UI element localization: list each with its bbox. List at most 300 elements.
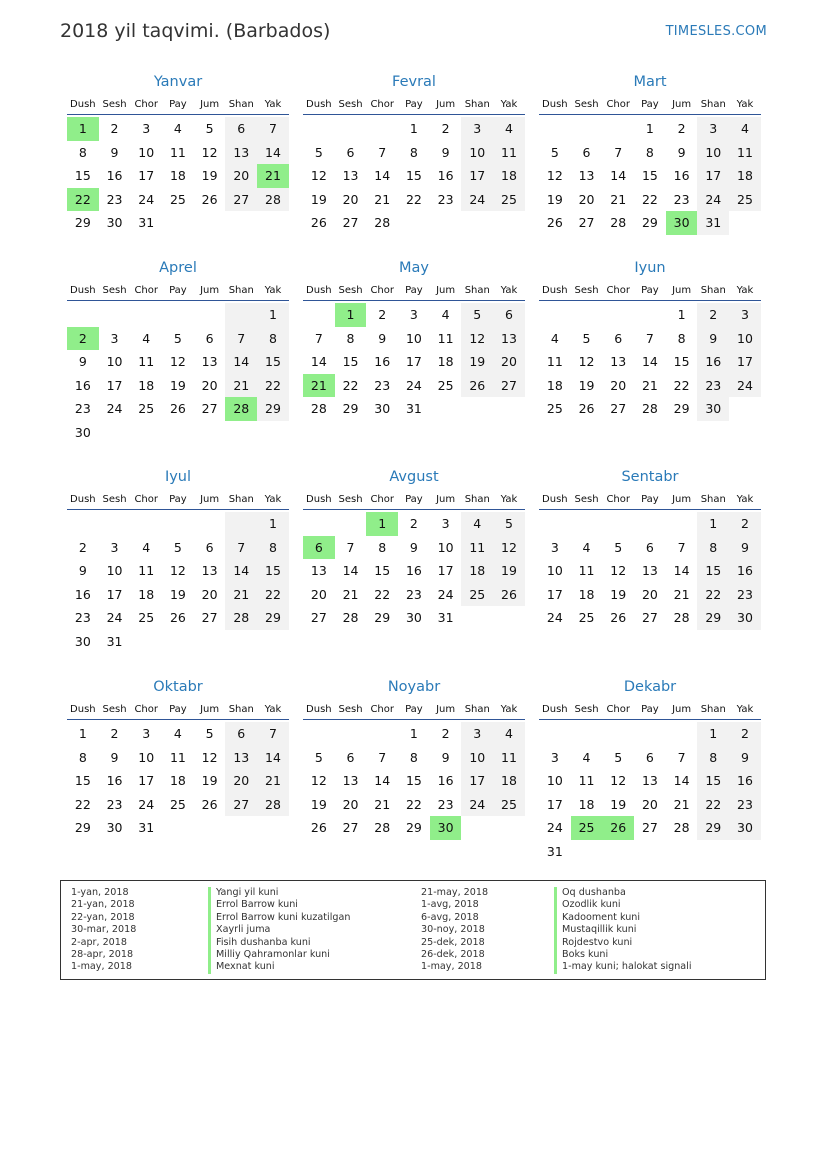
weekday-label: Jum [672, 285, 692, 296]
day-cell: 13 [201, 563, 218, 579]
day-cell: 23 [106, 191, 123, 207]
day-cell: 27 [578, 215, 595, 231]
day-cell: 13 [342, 773, 359, 789]
day-cell: 23 [729, 583, 761, 607]
site-link[interactable]: TIMESLES.COM [665, 24, 767, 39]
legend-date: 21-may, 2018 [421, 887, 489, 898]
legend-holiday-name: Yangi yil kuni [208, 887, 350, 899]
day-cell: 20 [493, 350, 525, 374]
day-cell: 18 [138, 586, 155, 602]
weekday-label: Pay [169, 494, 187, 505]
day-cell: 14 [310, 354, 327, 370]
day-cell: 11 [169, 749, 186, 765]
day-cell: 13 [641, 773, 658, 789]
weekday-label: Chor [134, 494, 158, 505]
day-cell: 21 [673, 586, 690, 602]
day-cell: 19 [546, 191, 563, 207]
empty-cell [571, 512, 603, 536]
weekday-label: Shan [700, 494, 726, 505]
day-cell: 22 [697, 793, 729, 817]
empty-cell [539, 303, 571, 327]
month-5 [539, 258, 761, 421]
weekday-label: Pay [641, 704, 659, 715]
day-cell: 1 [257, 512, 289, 536]
day-cell: 22 [257, 583, 289, 607]
weekday-label: Jum [200, 285, 220, 296]
day-cell: 28 [310, 401, 327, 417]
day-cell: 4 [461, 512, 493, 536]
day-cell: 15 [74, 773, 91, 789]
day-cell: 7 [378, 144, 387, 160]
day-cell: 10 [405, 330, 422, 346]
empty-cell [162, 512, 194, 536]
day-cell: 29 [74, 820, 91, 836]
empty-cell [539, 117, 571, 141]
day-cell: 31 [697, 211, 729, 235]
day-cell: 18 [169, 168, 186, 184]
day-grid [67, 303, 289, 445]
weekday-header [539, 491, 761, 510]
day-cell: 8 [346, 330, 355, 346]
day-cell: 15 [405, 773, 422, 789]
day-cell: 9 [677, 144, 686, 160]
day-cell: 21 [374, 191, 391, 207]
day-cell: 2 [78, 539, 87, 555]
empty-cell [539, 512, 571, 536]
legend-holiday-name: Milliy Qahramonlar kuni [208, 949, 350, 961]
month-6 [67, 467, 289, 654]
day-cell: 1 [697, 512, 729, 536]
day-cell: 27 [641, 820, 658, 836]
day-grid [539, 117, 761, 235]
day-cell: 3 [550, 539, 559, 555]
day-cell: 13 [641, 563, 658, 579]
day-cell: 10 [546, 563, 563, 579]
month-4 [303, 258, 525, 421]
day-cell: 9 [441, 749, 450, 765]
month-10 [303, 677, 525, 840]
legend-names-left [208, 887, 350, 974]
day-cell: 19 [493, 559, 525, 583]
day-cell: 5 [493, 512, 525, 536]
weekday-header [303, 491, 525, 510]
day-cell: 29 [257, 397, 289, 421]
day-grid [303, 303, 525, 421]
day-cell: 6 [645, 749, 654, 765]
month-name: Fevral [392, 74, 436, 90]
day-cell: 5 [205, 121, 214, 136]
day-cell: 28 [257, 793, 289, 817]
month-name: Dekabr [623, 679, 677, 695]
weekday-label: Dush [542, 285, 568, 296]
empty-cell [571, 117, 603, 141]
day-cell: 2 [110, 726, 119, 741]
day-cell: 17 [546, 796, 563, 812]
day-cell: 26 [169, 610, 186, 626]
day-cell: 10 [729, 327, 761, 351]
day-cell: 22 [257, 374, 289, 398]
month-9 [67, 677, 289, 840]
legend-date: 2-apr, 2018 [71, 936, 127, 948]
day-cell: 5 [614, 749, 623, 765]
weekday-label: Jum [436, 494, 456, 505]
day-cell: 18 [578, 796, 595, 812]
day-cell: 20 [641, 586, 658, 602]
day-grid [67, 512, 289, 654]
month-name: Noyabr [387, 679, 441, 695]
weekday-label: Jum [200, 494, 220, 505]
day-cell: 27 [225, 188, 257, 212]
day-cell: 10 [461, 141, 493, 165]
day-cell: 15 [257, 559, 289, 583]
day-cell: 24 [405, 377, 422, 393]
weekday-label: Dush [542, 494, 568, 505]
legend-dates-left [71, 887, 136, 974]
day-cell: 29 [673, 401, 690, 417]
day-cell: 2 [697, 303, 729, 327]
day-cell: 13 [225, 746, 257, 770]
weekday-label: Chor [370, 494, 394, 505]
weekday-header [539, 282, 761, 301]
day-cell: 29 [697, 816, 729, 840]
day-cell: 28 [641, 401, 658, 417]
holiday-day: 1 [67, 117, 99, 141]
day-cell: 9 [110, 144, 119, 160]
day-cell: 22 [342, 377, 359, 393]
day-cell: 28 [374, 215, 391, 231]
day-cell: 26 [169, 401, 186, 417]
weekday-label: Shan [228, 494, 254, 505]
page-title: 2018 yil taqvimi. (Barbados) [60, 20, 331, 42]
weekday-label: Dush [306, 285, 332, 296]
weekday-label: Sesh [338, 99, 363, 110]
day-cell: 12 [310, 773, 327, 789]
day-cell: 5 [614, 539, 623, 555]
day-cell: 29 [697, 606, 729, 630]
weekday-label: Sesh [102, 494, 127, 505]
day-cell: 13 [225, 141, 257, 165]
empty-cell [335, 722, 367, 746]
day-cell: 9 [409, 539, 418, 555]
day-cell: 11 [493, 746, 525, 770]
weekday-label: Jum [436, 285, 456, 296]
day-cell: 5 [550, 144, 559, 160]
day-cell: 23 [374, 377, 391, 393]
day-cell: 2 [110, 121, 119, 136]
day-cell: 22 [673, 377, 690, 393]
day-cell: 29 [405, 820, 422, 836]
day-cell: 14 [342, 563, 359, 579]
weekday-label: Jum [672, 494, 692, 505]
weekday-label: Dush [542, 99, 568, 110]
day-cell: 9 [110, 749, 119, 765]
day-cell: 22 [697, 583, 729, 607]
day-cell: 30 [74, 424, 91, 440]
day-cell: 8 [697, 746, 729, 770]
day-cell: 29 [74, 215, 91, 231]
day-cell: 25 [138, 610, 155, 626]
day-cell: 5 [173, 539, 182, 555]
day-cell: 19 [610, 586, 627, 602]
empty-cell [99, 303, 131, 327]
day-cell: 10 [106, 563, 123, 579]
day-cell: 26 [201, 796, 218, 812]
legend-holiday-name: Ozodlik kuni [554, 899, 692, 911]
day-cell: 16 [697, 350, 729, 374]
weekday-label: Yak [500, 494, 518, 505]
day-cell: 16 [106, 773, 123, 789]
day-cell: 30 [729, 606, 761, 630]
day-cell: 29 [374, 610, 391, 626]
day-cell: 7 [225, 536, 257, 560]
day-cell: 27 [225, 793, 257, 817]
day-cell: 7 [314, 330, 323, 346]
legend-names-right [554, 887, 692, 974]
day-cell: 15 [257, 350, 289, 374]
day-cell: 3 [142, 121, 151, 136]
holiday-day: 28 [225, 397, 257, 421]
day-cell: 4 [142, 330, 151, 346]
weekday-header [303, 701, 525, 720]
day-cell: 24 [138, 191, 155, 207]
day-cell: 19 [610, 796, 627, 812]
day-cell: 2 [729, 722, 761, 746]
day-cell: 4 [550, 330, 559, 346]
day-grid [539, 722, 761, 864]
day-cell: 24 [729, 374, 761, 398]
day-cell: 6 [346, 749, 355, 765]
day-cell: 19 [461, 350, 493, 374]
day-cell: 3 [461, 117, 493, 141]
legend-date: 6-avg, 2018 [421, 911, 479, 923]
day-cell: 13 [342, 168, 359, 184]
day-cell: 21 [641, 377, 658, 393]
month-name: Aprel [159, 260, 197, 276]
day-cell: 31 [138, 215, 155, 231]
day-cell: 4 [729, 117, 761, 141]
weekday-label: Pay [641, 99, 659, 110]
month-1 [303, 72, 525, 235]
day-cell: 7 [677, 749, 686, 765]
day-cell: 24 [461, 793, 493, 817]
day-cell: 9 [729, 536, 761, 560]
day-cell: 17 [138, 773, 155, 789]
weekday-header [67, 282, 289, 301]
legend-holiday-name: 1-may kuni; halokat signali [554, 961, 692, 973]
day-cell: 3 [550, 749, 559, 765]
day-cell: 11 [546, 354, 563, 370]
weekday-label: Chor [134, 285, 158, 296]
day-cell: 4 [173, 726, 182, 741]
day-cell: 23 [729, 793, 761, 817]
day-cell: 25 [169, 796, 186, 812]
day-cell: 27 [342, 215, 359, 231]
weekday-label: Yak [736, 494, 754, 505]
day-cell: 19 [169, 586, 186, 602]
month-name: Avgust [389, 469, 439, 485]
day-cell: 27 [342, 820, 359, 836]
weekday-label: Yak [264, 494, 282, 505]
day-cell: 29 [641, 215, 658, 231]
day-cell: 5 [205, 726, 214, 741]
weekday-label: Dush [542, 704, 568, 715]
day-cell: 11 [138, 563, 155, 579]
day-cell: 11 [729, 141, 761, 165]
weekday-label: Shan [228, 285, 254, 296]
weekday-label: Yak [264, 99, 282, 110]
day-cell: 2 [409, 516, 418, 531]
day-cell: 1 [257, 303, 289, 327]
day-cell: 28 [342, 610, 359, 626]
day-cell: 3 [729, 303, 761, 327]
day-cell: 10 [138, 144, 155, 160]
weekday-label: Yak [736, 99, 754, 110]
empty-cell [571, 722, 603, 746]
day-cell: 18 [169, 773, 186, 789]
weekday-label: Yak [500, 285, 518, 296]
weekday-label: Yak [736, 704, 754, 715]
day-cell: 21 [673, 796, 690, 812]
weekday-label: Dush [306, 494, 332, 505]
weekday-label: Chor [370, 285, 394, 296]
empty-cell [99, 512, 131, 536]
day-cell: 6 [614, 330, 623, 346]
day-cell: 15 [374, 563, 391, 579]
weekday-label: Sesh [574, 285, 599, 296]
weekday-label: Sesh [338, 704, 363, 715]
legend-date: 1-avg, 2018 [421, 899, 479, 911]
empty-cell [303, 722, 335, 746]
day-cell: 7 [257, 722, 289, 746]
month-name: Yanvar [153, 74, 203, 90]
day-cell: 23 [673, 191, 690, 207]
day-cell: 4 [441, 307, 450, 322]
empty-cell [194, 303, 226, 327]
day-cell: 7 [257, 117, 289, 141]
day-cell: 18 [729, 164, 761, 188]
day-cell: 24 [138, 796, 155, 812]
weekday-label: Jum [436, 99, 456, 110]
day-cell: 28 [257, 188, 289, 212]
legend-date: 30-noy, 2018 [421, 924, 485, 936]
weekday-header [303, 282, 525, 301]
day-cell: 30 [405, 610, 422, 626]
weekday-label: Pay [405, 285, 423, 296]
day-cell: 8 [697, 536, 729, 560]
day-cell: 25 [461, 583, 493, 607]
day-cell: 26 [578, 401, 595, 417]
weekday-label: Dush [70, 704, 96, 715]
day-cell: 20 [641, 796, 658, 812]
day-cell: 27 [201, 401, 218, 417]
day-cell: 1 [409, 121, 418, 136]
empty-cell [366, 117, 398, 141]
day-cell: 4 [493, 117, 525, 141]
day-cell: 2 [441, 726, 450, 741]
day-cell: 6 [582, 144, 591, 160]
empty-cell [130, 303, 162, 327]
day-cell: 7 [614, 144, 623, 160]
day-cell: 11 [461, 536, 493, 560]
day-cell: 12 [310, 168, 327, 184]
day-cell: 27 [310, 610, 327, 626]
day-cell: 17 [138, 168, 155, 184]
empty-cell [539, 722, 571, 746]
day-cell: 16 [374, 354, 391, 370]
day-cell: 30 [374, 401, 391, 417]
day-cell: 8 [78, 749, 87, 765]
day-cell: 12 [493, 536, 525, 560]
weekday-label: Shan [228, 704, 254, 715]
day-cell: 14 [257, 141, 289, 165]
day-cell: 11 [493, 141, 525, 165]
day-cell: 11 [169, 144, 186, 160]
day-cell: 12 [546, 168, 563, 184]
weekday-label: Jum [436, 704, 456, 715]
day-cell: 3 [110, 330, 119, 346]
day-cell: 9 [78, 354, 87, 370]
month-2 [539, 72, 761, 235]
empty-cell [303, 303, 335, 327]
day-cell: 12 [201, 749, 218, 765]
day-cell: 4 [582, 539, 591, 555]
empty-cell [602, 117, 634, 141]
legend-holiday-name: Errol Barrow kuni kuzatilgan [208, 912, 350, 924]
day-cell: 6 [205, 539, 214, 555]
day-cell: 9 [78, 563, 87, 579]
day-cell: 10 [546, 773, 563, 789]
holiday-day: 30 [430, 816, 462, 840]
day-cell: 23 [697, 374, 729, 398]
day-cell: 22 [405, 191, 422, 207]
day-cell: 1 [677, 307, 686, 322]
day-cell: 20 [342, 191, 359, 207]
day-cell: 15 [74, 168, 91, 184]
weekday-label: Dush [70, 99, 96, 110]
day-cell: 18 [493, 769, 525, 793]
empty-cell [67, 512, 99, 536]
day-cell: 26 [310, 215, 327, 231]
empty-cell [366, 722, 398, 746]
weekday-label: Sesh [574, 494, 599, 505]
legend-holiday-name: Kadooment kuni [554, 912, 692, 924]
day-cell: 10 [437, 539, 454, 555]
day-cell: 11 [138, 354, 155, 370]
day-cell: 4 [493, 722, 525, 746]
weekday-label: Chor [606, 99, 630, 110]
day-cell: 8 [677, 330, 686, 346]
empty-cell [335, 117, 367, 141]
holiday-day: 22 [67, 188, 99, 212]
day-cell: 25 [437, 377, 454, 393]
empty-cell [194, 512, 226, 536]
empty-cell [634, 722, 666, 746]
day-cell: 24 [697, 188, 729, 212]
weekday-header [67, 96, 289, 115]
day-cell: 29 [257, 606, 289, 630]
day-cell: 1 [645, 121, 654, 136]
day-cell: 15 [697, 769, 729, 793]
weekday-label: Chor [606, 285, 630, 296]
day-cell: 25 [546, 401, 563, 417]
day-cell: 16 [673, 168, 690, 184]
day-cell: 13 [578, 168, 595, 184]
day-cell: 14 [225, 350, 257, 374]
weekday-label: Sesh [574, 704, 599, 715]
day-cell: 20 [310, 586, 327, 602]
month-0 [67, 72, 289, 235]
day-cell: 28 [374, 820, 391, 836]
